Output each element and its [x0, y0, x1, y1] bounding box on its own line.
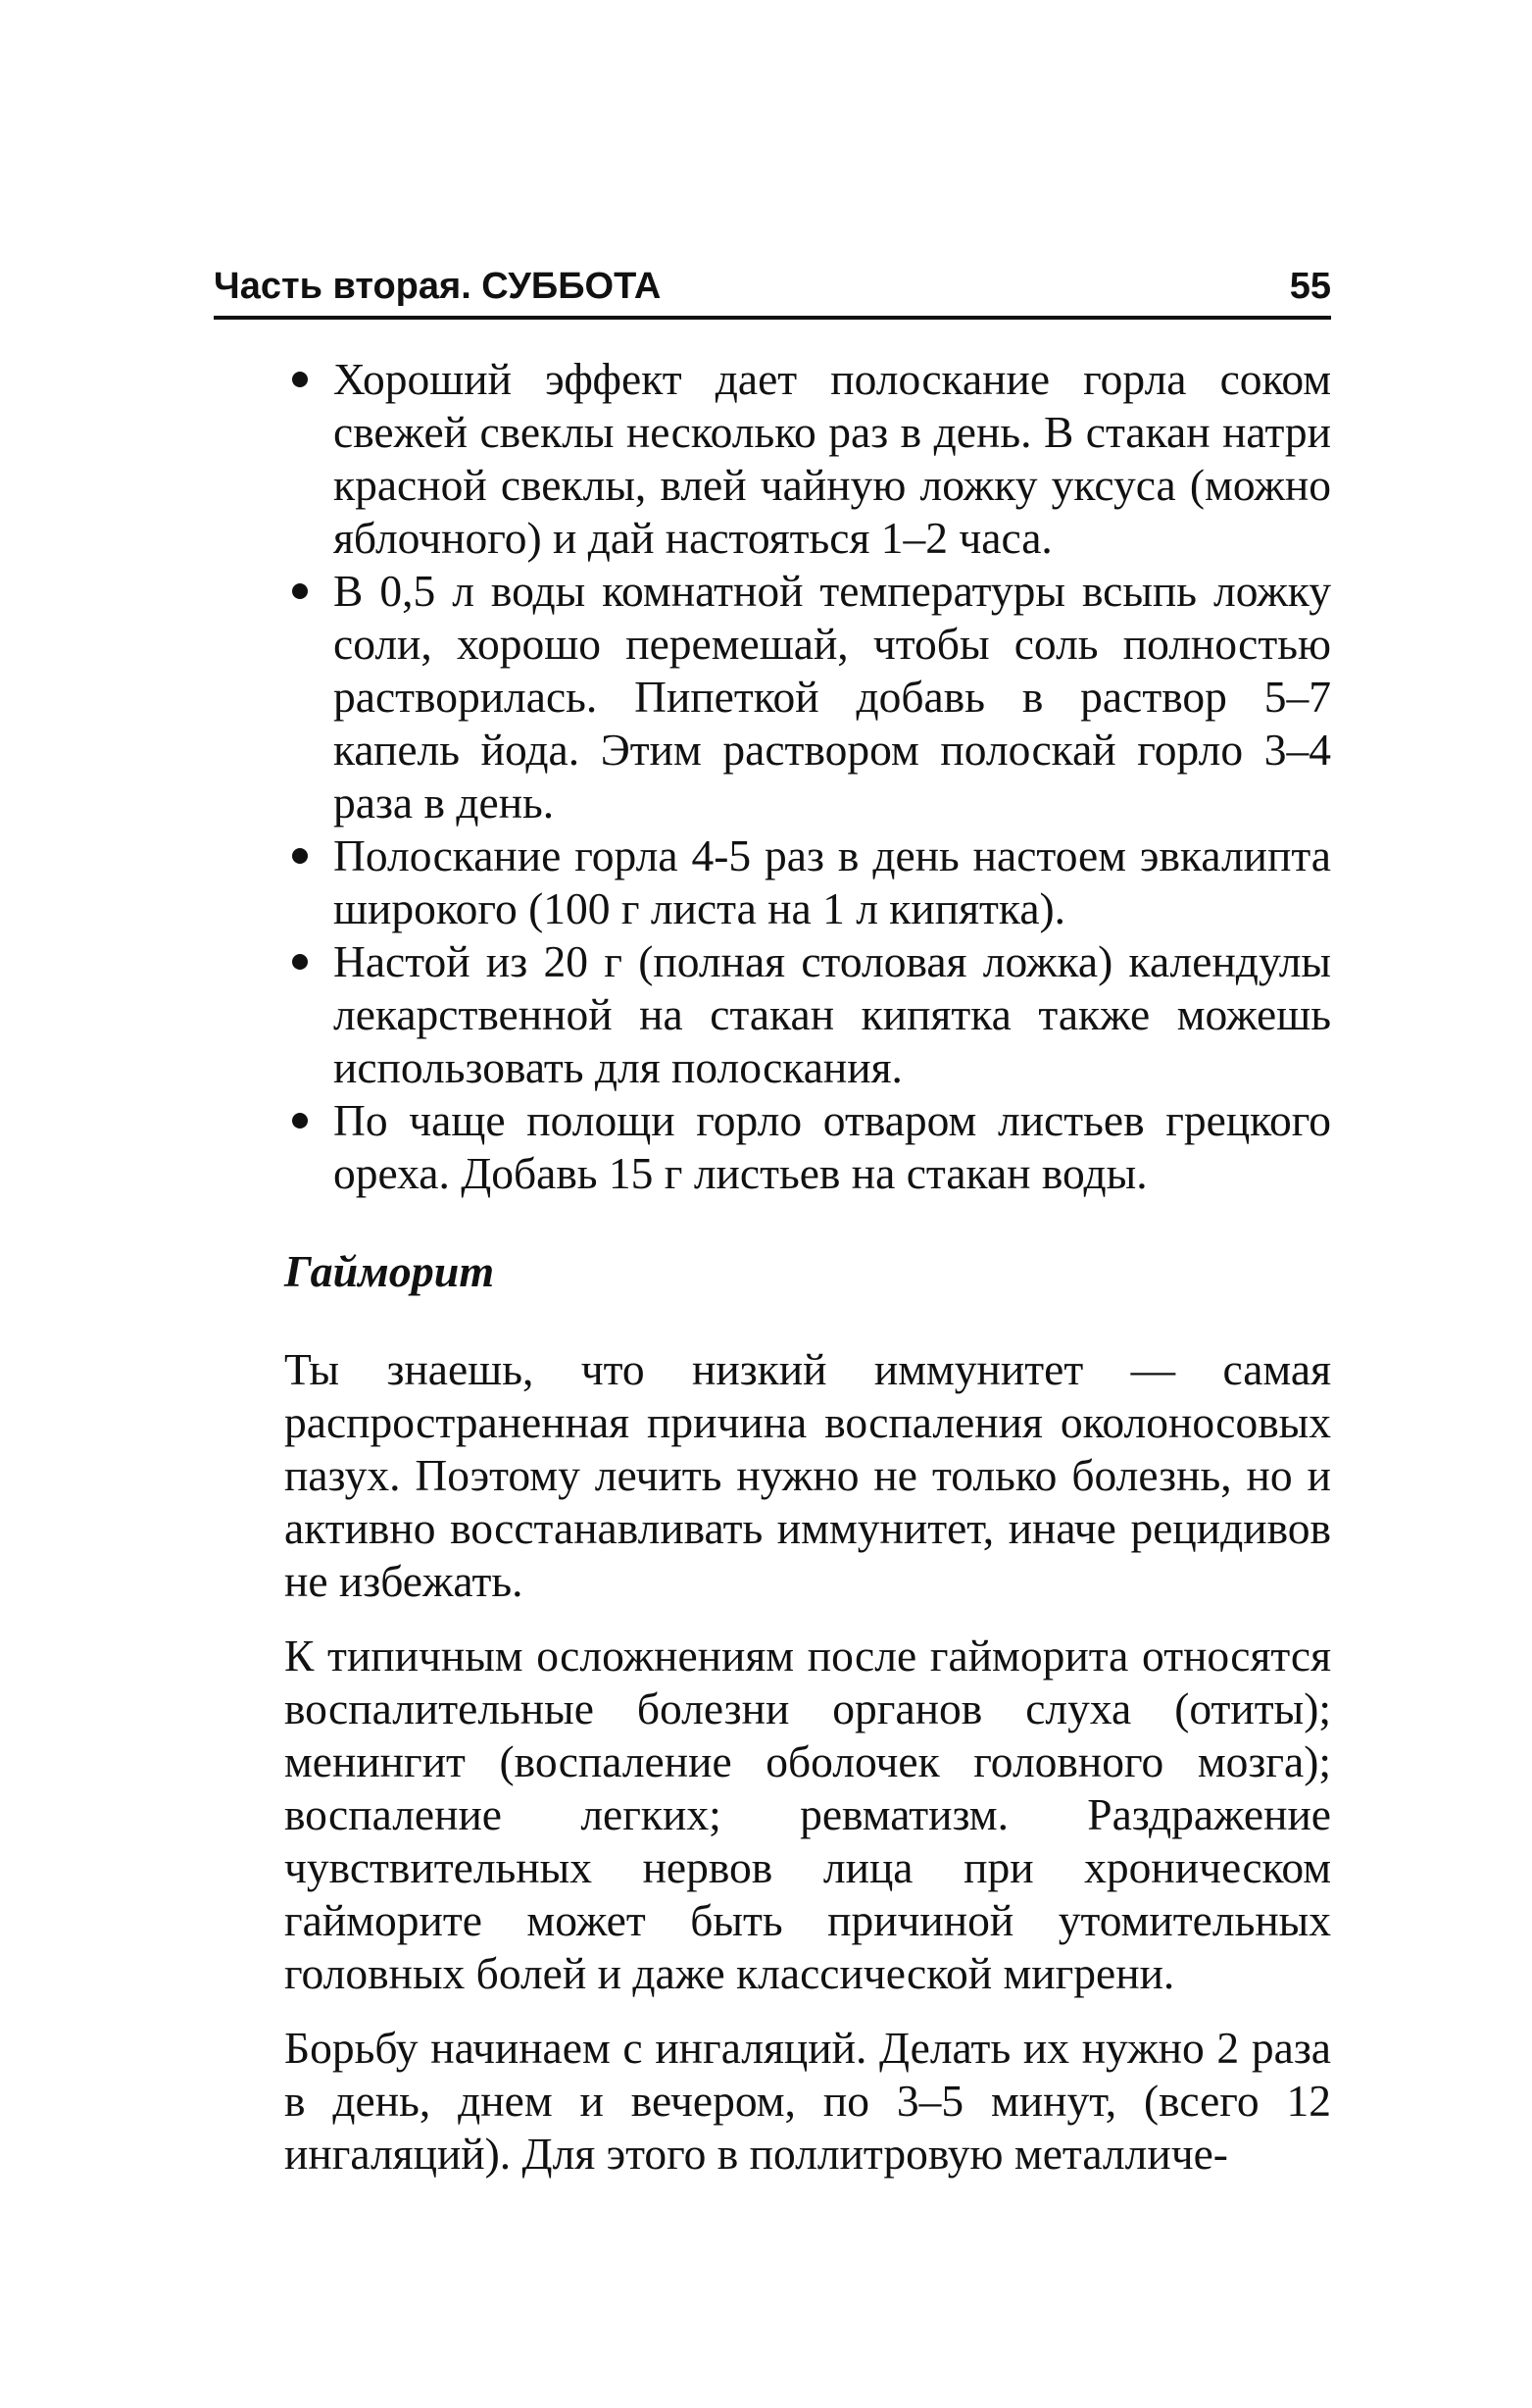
paragraph: К типичным осложнениям после гайморита относятся воспалительные болезни органов слуха (отиты); менингит (воспаление оболочек головного мозга); воспаление легких; ревматизм. Раздражение чувствительных нервов лица при хроническом гайморите может быть причиной утомительных головных болей и даже классической мигрени.	[284, 1630, 1331, 1998]
paragraph: Борьбу начинаем с ингаляций. Делать их нужно 2 раза в день, днем и вечером, по 3–5 минут, (всего 12 ингаляций). Для этого в поллитровую металличе-	[284, 2023, 1331, 2179]
list-item	[284, 829, 1331, 935]
list-item-text: Хороший эффект дает полоскание горла соком свежей свеклы несколько раз в день. В стакан натри красной свеклы, влей чайную ложку уксуса (можно яблочного) и дай настояться 1–2 часа.	[333, 354, 1331, 563]
bullet-icon	[292, 583, 308, 599]
remedy-list	[284, 353, 1331, 1200]
bullet-icon	[292, 372, 308, 387]
list-item	[284, 565, 1331, 829]
bullet-icon	[292, 954, 308, 970]
running-head	[214, 257, 1331, 320]
bullet-icon	[292, 1113, 308, 1129]
list-item-text: В 0,5 л воды комнатной температуры всыпь ложку соли, хорошо перемешай, чтобы соль полностью растворилась. Пипеткой добавь в раствор 5–7 капель йода. Этим раствором полоскай горло 3–4 раза в день.	[333, 566, 1331, 828]
list-item-text: Настой из 20 г (полная столовая ложка) календулы лекарственной на стакан кипятка также можешь использовать для полоскания.	[333, 936, 1331, 1092]
bullet-icon	[292, 848, 308, 864]
section-heading: Гайморит	[284, 1246, 495, 1296]
chapter-title: Часть вторая. СУББОТА	[214, 266, 662, 307]
list-item-text: Полоскание горла 4-5 раз в день настоем эвкалипта широкого (100 г листа на 1 л кипятка).	[333, 830, 1331, 933]
paragraph: Ты знаешь, что низкий иммунитет — самая распространенная причина воспаления околоносовых пазух. Поэтому лечить нужно не только болезнь, но и активно восстанавливать иммунитет, иначе рецидивов не избежать.	[284, 1344, 1331, 1606]
page-body	[284, 353, 1331, 2181]
list-item-text: По чаще полощи горло отваром листьев грецкого ореха. Добавь 15 г листьев на стакан воды.	[333, 1095, 1331, 1198]
list-item	[284, 353, 1331, 565]
page-number: 55	[1289, 266, 1331, 307]
list-item	[284, 935, 1331, 1094]
list-item	[284, 1094, 1331, 1200]
